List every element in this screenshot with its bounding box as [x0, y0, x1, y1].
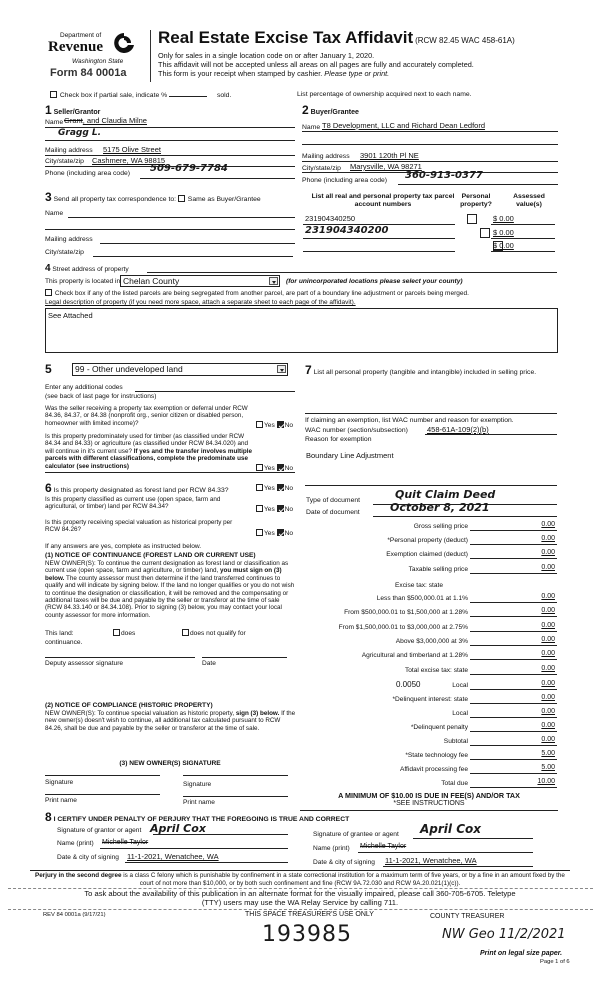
- seller-phone-label: Phone (including area code): [45, 170, 131, 177]
- seller-mailing-label: Mailing address: [45, 147, 93, 154]
- state-technology-fee-value[interactable]: 5.00: [541, 750, 555, 757]
- form-number: Form 84 0001a: [50, 67, 127, 79]
- seller-city-field[interactable]: Cashmere, WA 98815: [92, 156, 166, 165]
- affidavit-processing-fee-value[interactable]: 5.00: [541, 764, 555, 771]
- section6-q2-answer: Yes No: [256, 505, 293, 513]
- agency-line2: Revenue: [48, 39, 103, 55]
- header-sub3: This form is your receipt when stamped by cashier. Please type or print.: [158, 69, 390, 78]
- section6-q3-yes-checkbox[interactable]: [256, 529, 263, 536]
- additional-codes-note: (see back of last page for instructions): [45, 393, 157, 400]
- dor-logo-block: [40, 28, 140, 88]
- title-text: Real Estate Excise Tax Affidavit: [158, 28, 414, 47]
- excise-tier1-value[interactable]: 0.00: [541, 593, 555, 600]
- grantor-date-field[interactable]: 11-1-2021, Wenatchee, WA: [127, 852, 219, 861]
- exemption-reason-field[interactable]: Boundary Line Adjustment: [306, 451, 394, 460]
- personal-property-deduct-value[interactable]: 0.00: [541, 535, 555, 542]
- segregate-row: Check box if any of the listed parcels are being segregated from another parcel, are part of a boundary line adjustment or parcels being merged.: [45, 289, 469, 297]
- local-tax-value[interactable]: 0.00: [541, 680, 555, 687]
- wac-label: WAC number (section/subsection): [305, 427, 408, 434]
- section5-q1-answer: Yes No: [256, 421, 293, 429]
- correspondence-mailing-field[interactable]: [100, 243, 295, 244]
- excise-tier3-value[interactable]: 0.00: [541, 622, 555, 629]
- section6-q3-no-checkbox[interactable]: [277, 529, 284, 536]
- new-owner-print-1-field[interactable]: [45, 794, 160, 795]
- delinquent-penalty-value[interactable]: 0.00: [541, 722, 555, 729]
- section6-q1-yes-checkbox[interactable]: [256, 484, 263, 491]
- buyer-phone-field[interactable]: 360-913-0377: [405, 170, 483, 181]
- minimum-due-note: A MINIMUM OF $10.00 IS DUE IN FEE(S) AND/OR TAX: [338, 791, 520, 800]
- section6-q3-answer: Yes No: [256, 529, 293, 537]
- county-treasurer-label: COUNTY TREASURER: [430, 913, 505, 920]
- seller-mailing-field[interactable]: 5175 Olive Street: [103, 145, 161, 154]
- correspondence-header: 3 Send all property tax correspondence to: Same as Buyer/Grantee: [45, 190, 261, 204]
- partial-sale-row: Check box if partial sale, indicate % sold.: [50, 91, 231, 99]
- grantor-date-label: Date & city of signing: [57, 854, 119, 861]
- buyer-phone-label: Phone (including area code): [302, 177, 388, 184]
- section5-q1-yes-checkbox[interactable]: [256, 421, 263, 428]
- grantee-signature-field[interactable]: April Cox: [420, 822, 481, 836]
- section5-q2: Is this property predominately used for timber (as classified under RCW 84.34 and 84.33) or agriculture (as classified under RCW 84.34.020) and will continue in it's current use? If yes and the transfer involves multiple parcels with different classifications, complete the predominate use calculator (see instructions): [45, 433, 252, 470]
- seller-phone-field[interactable]: 509-679-7784: [150, 163, 228, 174]
- form-title: [158, 28, 515, 48]
- correspondence-name-label: Name: [45, 210, 64, 217]
- section6-q2-yes-checkbox[interactable]: [256, 505, 263, 512]
- buyer-city-label: City/state/zip: [302, 165, 341, 172]
- new-owner-signature-1-field[interactable]: [45, 775, 160, 776]
- section6-q3: Is this property receiving special valuation as historical property per RCW 84.26?: [45, 519, 233, 534]
- located-in-label: This property is located in: [45, 278, 121, 285]
- buyer-name-field[interactable]: T8 Development, LLC and Richard Dean Ledford: [322, 121, 486, 130]
- doc-date-field[interactable]: October 8, 2021: [390, 501, 490, 514]
- doc-date-label: Date of document: [306, 509, 360, 516]
- section5-number: 5: [45, 362, 52, 376]
- total-due-value[interactable]: 10.00: [537, 778, 555, 785]
- section6-q1-answer: Yes No: [256, 484, 293, 492]
- buyer-mailing-field[interactable]: 3901 120th Pl NE: [360, 151, 419, 160]
- does-not-option: does not qualify for: [182, 629, 246, 637]
- section5-q2-answer: Yes No: [256, 464, 293, 472]
- grantor-name-field[interactable]: Michelle Taylor: [102, 839, 149, 846]
- buyer-city-field[interactable]: Marysville, WA 98271: [350, 162, 422, 171]
- new-owner-print-2-label: Print name: [183, 799, 215, 806]
- grantor-signature-field[interactable]: April Cox: [150, 822, 206, 835]
- accessibility-notice: To ask about the availability of this publication in an alternate format for the visually impaired, please call 360-705-6705. Teletype (TTY) users may use the WA Relay Service by calling 711.: [84, 889, 516, 907]
- grantor-name-label: Name (print): [57, 840, 94, 847]
- treasurer-use-label: THIS SPACE TREASURER'S USE ONLY: [245, 911, 374, 918]
- notice2-text: NEW OWNER(S): To continue special valuation as historic property, sign (3) below. If the new owner(s) doesn't wish to continue, all additional tax calculated pursuant to RCW 84.26, shall be due and payable by the seller or transferor at the time of sale.: [45, 710, 296, 732]
- parcel-row-3-number[interactable]: [303, 251, 455, 252]
- chevron-down-icon: [277, 365, 286, 373]
- same-as-buyer-checkbox[interactable]: [178, 195, 185, 202]
- header-divider: [150, 30, 151, 82]
- header-sub1: Only for sales in a single location code on or after January 1, 2020.: [158, 51, 375, 60]
- additional-codes-field[interactable]: [135, 391, 295, 392]
- county-note: (for unincorporated locations please select your county): [286, 278, 463, 285]
- notice1-text: NEW OWNER(S): To continue the current designation as forest land or classification as current use (open space, farm and agriculture, or timber) land, you must sign on (3) below. The county assessor must then determine if the land transferred continues to qualify and will indicate by signing below. If the land no longer qualifies or you do not wish to continue the designation or classification, it will be removed and the compensating or additional taxes will be due and payable by the seller or transferor at the time of sale (RCW 84.33.140 or 84.34.108). Prior to signing (3) below, you may contact your local county assessor for more information.: [45, 560, 295, 619]
- does-option: does: [113, 629, 135, 637]
- dor-swirl-icon: [112, 31, 136, 55]
- deputy-date-field[interactable]: [202, 657, 287, 658]
- parcel-row-1-assessed[interactable]: $ 0.00: [493, 214, 514, 223]
- header-sub2: This affidavit will not be accepted unless all areas on all pages are fully and accurately completed.: [158, 60, 474, 69]
- section5-q2-yes-checkbox[interactable]: [256, 464, 263, 471]
- wac-field[interactable]: 458-61A-109(2)(b): [427, 425, 489, 434]
- exemption-label: If claiming an exemption, list WAC number and reason for exemption.: [305, 417, 514, 424]
- doc-type-field[interactable]: Quit Claim Deed: [395, 488, 496, 501]
- correspondence-city-label: City/state/zip: [45, 249, 84, 256]
- excise-agricultural-value[interactable]: 0.00: [541, 650, 555, 657]
- taxable-selling-price-value[interactable]: 0.00: [541, 564, 555, 571]
- local-rate: 0.0050: [396, 680, 421, 689]
- parcel-column-header: List all real and personal property tax parcel account numbers: [311, 193, 455, 208]
- legal-description-label: Legal description of property (if you need more space, attach a separate sheet to each page of the affidavit).: [45, 299, 356, 306]
- new-owner-signature-2-field[interactable]: [183, 775, 288, 776]
- print-note: Print on legal size paper.: [480, 950, 563, 957]
- perjury-notice: Perjury in the second degree is a class C felony which is punishable by confinement in a state correctional institution for a maximum term of five years, or by a fine in an amount fixed by the court of not more than $10,000, or by both such confinement and fine (RCW 9A.72.030 and RCW 9A.20.021(1)(c)).: [35, 872, 565, 887]
- excise-header: Excise tax: state: [395, 582, 444, 589]
- new-owner-signature-2-label: Signature: [183, 781, 212, 788]
- excise-tier4-value[interactable]: 0.00: [541, 636, 555, 643]
- certify-statement: 8 I CERTIFY UNDER PENALTY OF PERJURY THAT THE FOREGOING IS TRUE AND CORRECT: [45, 810, 350, 824]
- notice1-title: (1) NOTICE OF CONTINUANCE (FOREST LAND OR CURRENT USE): [45, 552, 256, 559]
- new-owner-signature-1-label: Signature: [45, 779, 74, 786]
- parcel-row-2-number[interactable]: 231904340200: [305, 225, 389, 236]
- segregate-checkbox[interactable]: [45, 289, 52, 296]
- correspondence-mailing-label: Mailing address: [45, 236, 93, 243]
- gross-selling-price-value[interactable]: 0.00: [541, 521, 555, 528]
- parcel-row-1-personal-checkbox[interactable]: [467, 214, 477, 224]
- section7-label: 7 List all personal property (tangible and intangible) included in selling price.: [305, 363, 537, 377]
- delinquent-interest-local-value[interactable]: 0.00: [541, 708, 555, 715]
- treasurer-stamp: NW Geo 11/2/2021: [442, 927, 566, 942]
- grantee-signature-label: Signature of grantee or agent: [313, 831, 399, 838]
- new-owner-signature-title: (3) NEW OWNER(S) SIGNATURE: [119, 760, 221, 767]
- grantee-date-field[interactable]: 11-1-2021, Wenatchee, WA: [385, 856, 477, 865]
- title-ref: (RCW 82.45 WAC 458-61A): [415, 36, 515, 45]
- section6-q1: 6 Is this property designated as forest land per RCW 84.33?: [45, 481, 229, 495]
- new-owner-print-2-field[interactable]: [183, 796, 288, 797]
- delinquent-interest-state-value[interactable]: 0.00: [541, 694, 555, 701]
- section6-q2: Is this property classified as current use (open space, farm and agricultural, or timber) land per RCW 84.34?: [45, 496, 221, 511]
- assessed-column-header: Assessed value(s): [513, 193, 545, 208]
- partial-sale-percent-field[interactable]: [169, 96, 207, 97]
- deputy-date-label: Date: [202, 660, 216, 667]
- page-indicator: Page 1 of 6: [540, 959, 570, 965]
- correspondence-name-field[interactable]: [68, 217, 295, 218]
- receipt-number: 193985: [262, 922, 352, 947]
- seller-name-handwritten: Gragg L.: [58, 128, 102, 138]
- buyer-section-header: 2 Buyer/Grantee: [302, 103, 359, 117]
- grantee-name-field[interactable]: Michelle Taylor: [360, 843, 407, 850]
- does-qualify-checkbox[interactable]: [113, 629, 120, 636]
- seller-city-label: City/state/zip: [45, 158, 84, 165]
- chevron-down-icon: [269, 277, 278, 285]
- street-address-field[interactable]: [147, 272, 557, 273]
- legal-description-field[interactable]: See Attached: [45, 308, 558, 353]
- partial-sale-checkbox[interactable]: [50, 91, 57, 98]
- subtotal-value[interactable]: 0.00: [541, 736, 555, 743]
- parcel-row-2-personal-checkbox[interactable]: [480, 228, 490, 238]
- section6-q2-no-checkbox[interactable]: [277, 505, 284, 512]
- buyer-name-label: Name: [302, 124, 321, 131]
- personal-property-field[interactable]: [305, 413, 557, 414]
- street-address-label: 4 Street address of property: [45, 263, 129, 274]
- section5-q1: Was the seller receiving a property tax exemption or deferral under RCW 84.36, 84.37, or 84.38 (nonprofit org., senior citizen or disabled person, homeowner with limited income)?: [45, 405, 248, 427]
- continuance-label: continuance.: [45, 639, 83, 646]
- seller-name-field[interactable]: Grant, and Claudia Milne: [64, 116, 147, 125]
- excise-tier2-value[interactable]: 0.00: [541, 607, 555, 614]
- notice2-title: (2) NOTICE OF COMPLIANCE (HISTORIC PROPERTY): [45, 702, 213, 709]
- section5-q1-no-checkbox[interactable]: [277, 421, 284, 428]
- section6-q1-no-checkbox[interactable]: [277, 484, 284, 491]
- additional-codes-label: Enter any additional codes: [45, 384, 123, 391]
- this-land-label: This land:: [45, 630, 74, 637]
- use-code-select[interactable]: 99 - Other undeveloped land: [72, 363, 288, 376]
- grantee-name-label: Name (print): [313, 845, 350, 852]
- correspondence-city-field[interactable]: [93, 256, 293, 257]
- exemption-claimed-value[interactable]: 0.00: [541, 549, 555, 556]
- parcel-row-2-assessed[interactable]: $ 0.00: [493, 228, 514, 237]
- does-not-qualify-checkbox[interactable]: [182, 629, 189, 636]
- personal-column-header: Personal property?: [460, 193, 492, 208]
- seller-name-label: Name: [45, 119, 64, 126]
- county-select[interactable]: Chelan County: [120, 275, 280, 287]
- parcel-row-1-number[interactable]: 231904340250: [305, 214, 356, 223]
- see-instructions-note: *SEE INSTRUCTIONS: [393, 800, 465, 807]
- if-yes-note: If any answers are yes, complete as instructed below.: [45, 543, 202, 550]
- deputy-signature-label: Deputy assessor signature: [45, 660, 124, 667]
- parcel-row-3-assessed[interactable]: $ 0.00: [493, 241, 514, 250]
- revision-label: REV 84 0001a (9/17/21): [43, 912, 106, 918]
- deputy-signature-field[interactable]: [45, 657, 195, 658]
- buyer-mailing-label: Mailing address: [302, 153, 350, 160]
- agency-line3: Washington State: [72, 58, 124, 65]
- grantee-date-label: Date & city of signing: [313, 859, 375, 866]
- doc-type-label: Type of document: [306, 497, 361, 504]
- ownership-note: List percentage of ownership acquired next to each name.: [297, 91, 472, 98]
- seller-section-header: 1 Seller/Grantor: [45, 103, 101, 117]
- section5-q2-no-checkbox[interactable]: [277, 464, 284, 471]
- agency-line1: Department of: [60, 32, 102, 39]
- new-owner-print-1-label: Print name: [45, 797, 77, 804]
- exemption-reason-label: Reason for exemption: [305, 436, 372, 443]
- total-excise-state-value[interactable]: 0.00: [541, 665, 555, 672]
- grantor-signature-label: Signature of grantor or agent: [57, 827, 142, 834]
